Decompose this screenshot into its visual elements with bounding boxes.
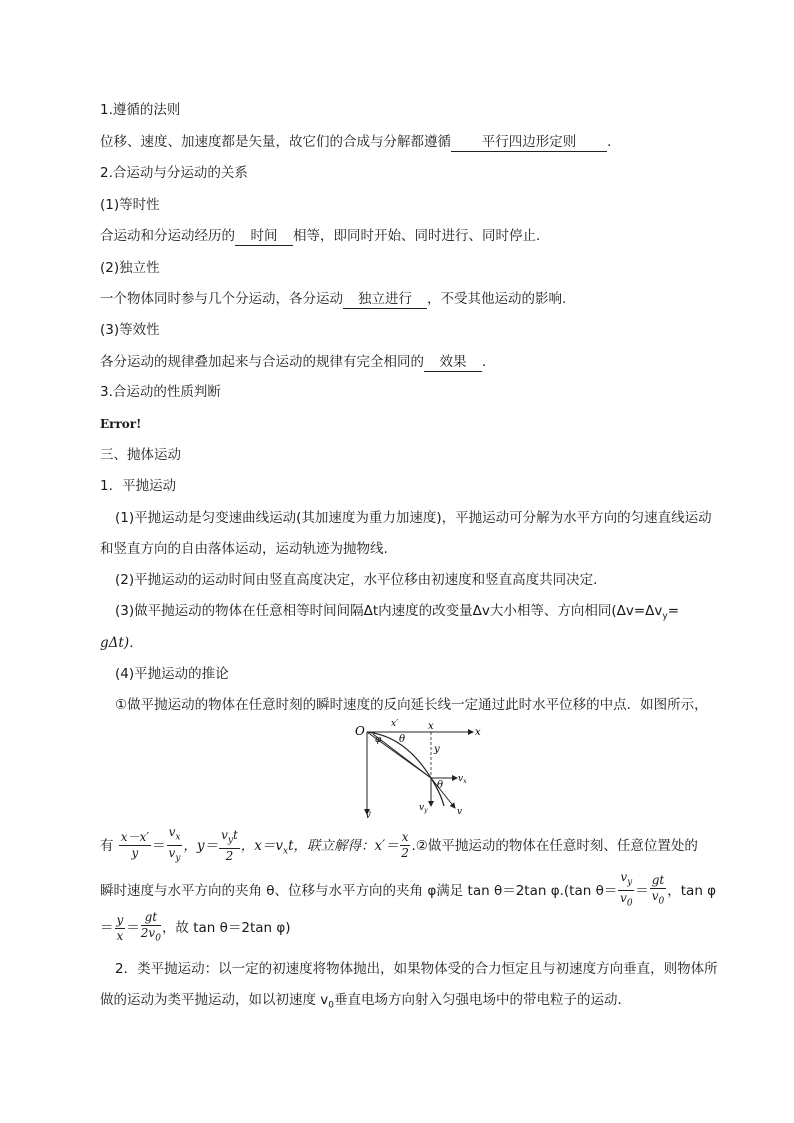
section-2-heading: 2.合运动与分运动的关系 [100,165,248,181]
paragraph [100,227,540,246]
text: 有 [100,837,114,854]
paragraph: (2)平抛运动的运动时间由竖直高度决定，水平位移由初速度和竖直高度共同决定． [115,572,607,588]
paragraph [115,602,679,626]
text: t，联立解得：x′＝ [288,837,399,854]
x-mark-label: x [428,721,434,732]
text: . [482,354,487,370]
paragraph [100,290,566,309]
text: (3)做平抛运动的物体在任意相等时间间隔Δt内速度的改变量Δv大小相等、方向相同(Δv=Δv [115,603,663,619]
text: ＝ [635,882,649,899]
text: ，不受其他运动的影响. [427,291,567,307]
formula-line [100,825,698,870]
y-axis-label: y [365,809,371,818]
text: .②做平抛运动的物体在任意时刻、任意位置处的 [411,837,698,854]
fraction: $\frac{v_x}{v_y}$ [168,825,181,864]
paragraph [100,991,631,1015]
subsection-title: (2)独立性 [100,260,160,276]
vy-label: $v_y$ [419,803,428,814]
theta-label: θ [399,734,406,745]
paragraph: (1)平抛运动是匀变速曲线运动(其加速度为重力加速度)，平抛运动可分解为水平方向的匀速直线运动 [115,510,712,526]
x-prime-label: x′ [391,719,399,729]
text: ，x＝v [240,837,284,854]
text: = [667,603,680,619]
text: ＝ [152,837,166,854]
subscript: 0 [328,1000,335,1011]
origin-label: O [355,724,365,738]
answer-blank: 独立进行 [343,290,427,309]
text: 做的运动为类平抛运动，如以初速度 v [100,992,329,1008]
text: 一个物体同时参与几个分运动，各分运动 [100,291,343,307]
theta-label: θ [437,780,444,791]
text: ，故 tan θ＝2tan φ) [161,920,291,937]
text: 各分运动的规律叠加起来与合运动的规律有完全相同的 [100,354,424,370]
answer-blank: 平行四边形定则 [451,133,607,152]
paragraph: 2．类平抛运动：以一定的初速度将物体抛出，如果物体受的合力恒定且与初速度方向垂直，则物体所 [115,961,718,977]
projectile-diagram [345,718,485,818]
answer-blank: 时间 [235,227,293,246]
text: . [607,134,612,150]
fraction: $\frac{gt}{2v_0}$ [140,910,161,944]
fraction: $\frac{v_y}{v_0}$ [620,870,633,909]
subsection-title: (1)等时性 [100,197,160,213]
formula-line [100,910,291,946]
fraction: $\frac{v_yt}{2}$ [221,827,238,864]
fraction: $\frac{x-x'}{y}$ [120,830,150,861]
text: 相等，即同时开始、同时进行、同时停止. [293,228,541,244]
section-1-line [100,133,611,152]
chapter-heading: 三、抛体运动 [100,447,181,463]
paragraph [100,353,486,372]
text: ，y＝ [183,837,219,854]
subscript: x [283,846,289,857]
paragraph: ①做平抛运动的物体在任意时刻的瞬时速度的反向延长线一定通过此时水平位移的中点．如图所示， [115,697,708,713]
subsection-title: (3)等效性 [100,322,160,338]
fraction: $\frac{y}{x}$ [116,912,124,943]
v-label: v [457,807,463,817]
text: 合运动和分运动经历的 [100,228,235,244]
subsection-title: 1．平抛运动 [100,478,177,494]
error-text: Error! [100,417,142,431]
fraction: $\frac{x}{2}$ [401,830,409,861]
paragraph: 和竖直方向的自由落体运动，运动轨迹为抛物线. [100,541,388,557]
section-3-heading: 3.合运动的性质判断 [100,384,221,400]
section-1-heading: 1.遵循的法则 [100,102,181,118]
text: 位移、速度、加速度都是矢量，故它们的合成与分解都遵循 [100,134,451,150]
text: 瞬时速度与水平方向的夹角 θ、位移与水平方向的夹角 φ满足 tan θ＝2tan φ.(tan θ＝ [100,882,618,899]
text: ，tan φ [667,882,717,899]
answer-blank: 效果 [424,353,482,372]
fraction: $\frac{gt}{v_0}$ [651,872,665,907]
paragraph: gΔt)． [100,635,143,651]
text: ＝ [100,920,114,937]
text: 垂直电场方向射入匀强电场中的带电粒子的运动． [334,992,632,1008]
paragraph: (4)平抛运动的推论 [115,666,229,682]
vx-label: $v_x$ [458,774,467,785]
y-mark-label: y [434,744,440,755]
x-axis-label: x [475,727,481,738]
phi-label: φ [375,735,382,745]
formula-line [100,870,716,912]
text: ＝ [126,920,140,937]
subscript: y [662,611,668,622]
